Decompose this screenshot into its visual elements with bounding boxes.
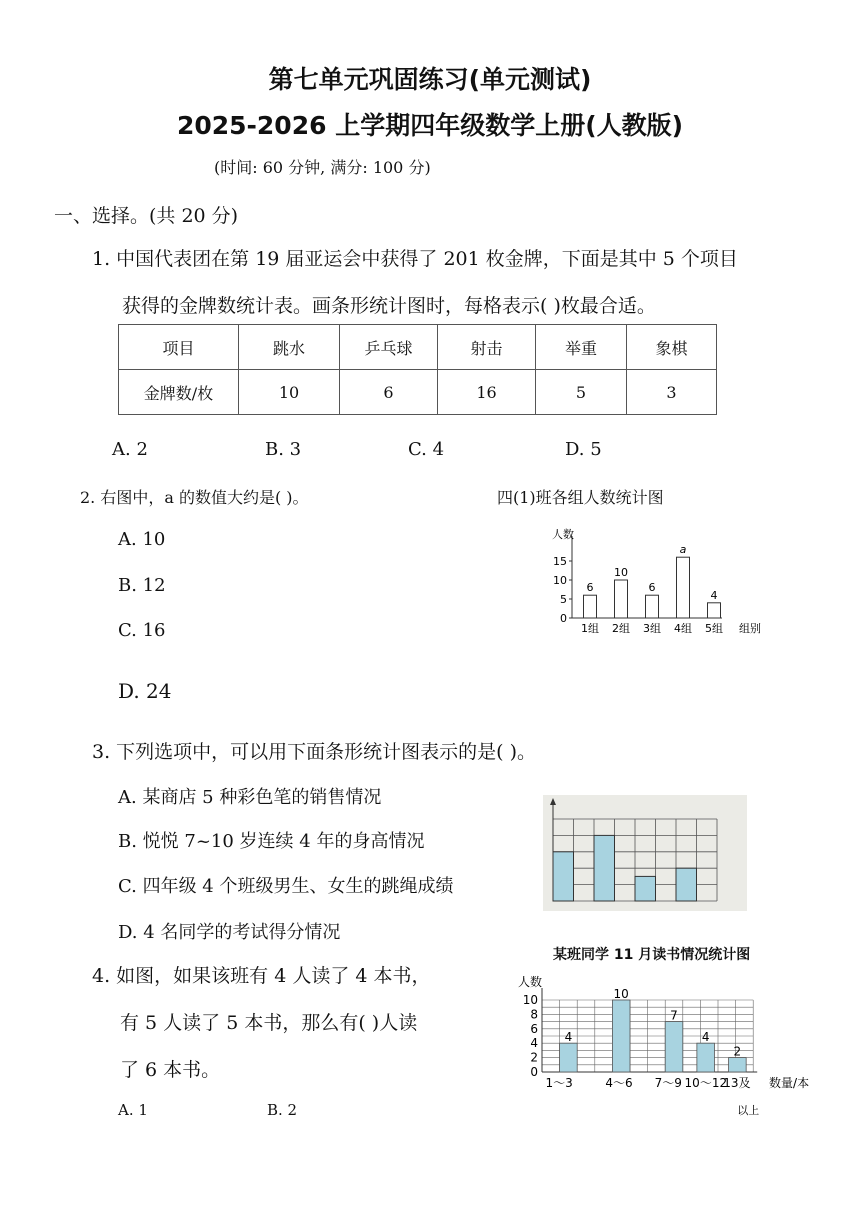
x-tick-label: 1～3	[545, 1076, 573, 1090]
x-tick-label: 10～12	[684, 1076, 728, 1090]
q2-figure-title: 四(1)班各组人数统计图	[497, 488, 664, 507]
x-tick-label: 4组	[674, 622, 692, 635]
table-cell: 项目	[119, 325, 239, 370]
data-label: 4	[564, 1030, 573, 1045]
y-tick-label: 10	[522, 993, 538, 1007]
y-axis-label: 人数	[518, 975, 543, 989]
q2-option-a[interactable]: A. 10	[118, 529, 166, 550]
q3-option-d[interactable]: D. 4 名同学的考试得分情况	[118, 922, 341, 943]
bar	[729, 1058, 747, 1072]
q3-bar-chart	[543, 795, 747, 911]
q2-bar-chart	[540, 528, 760, 644]
data-label: 2	[733, 1044, 742, 1059]
q1-option-a[interactable]: A. 2	[112, 439, 148, 460]
x-tick-label: 4～6	[605, 1076, 633, 1090]
x-tick-label: 5组	[705, 622, 723, 635]
y-tick-label: 4	[530, 1036, 538, 1051]
bar	[676, 868, 697, 901]
page-subtitle-title: 2025-2026 上学期四年级数学上册(人教版)	[176, 111, 684, 140]
x-axis-label: 组别	[739, 622, 761, 635]
q4-option-a[interactable]: A. 1	[118, 1101, 148, 1119]
table-row	[119, 370, 717, 415]
q1-option-c[interactable]: C. 4	[408, 439, 445, 460]
q4-stem-line3: 了 6 本书。	[120, 1059, 221, 1081]
page-title: 第七单元巩固练习(单元测试)	[268, 65, 592, 94]
q1-option-b[interactable]: B. 3	[265, 439, 302, 460]
bar	[560, 1043, 578, 1072]
x-tick-label: 3组	[643, 622, 661, 635]
table-cell: 金牌数/枚	[119, 370, 239, 415]
y-tick-label: 0	[530, 1065, 538, 1079]
table-cell: 乒乓球	[340, 325, 438, 370]
q1-table	[118, 324, 717, 415]
q4-stem-line2: 有 5 人读了 5 本书，那么有( )人读	[120, 1012, 418, 1034]
bar	[615, 580, 628, 618]
table-cell: 象棋	[627, 325, 717, 370]
q4-bar-chart	[512, 968, 810, 1120]
table-cell: 跳水	[239, 325, 340, 370]
y-tick-label: 2	[530, 1050, 538, 1065]
table-cell: 6	[340, 370, 438, 415]
data-label: 6	[586, 581, 594, 595]
table-row	[119, 325, 717, 370]
section-heading: 一、选择。(共 20 分)	[54, 205, 239, 227]
q1-option-d[interactable]: D. 5	[565, 439, 602, 460]
q2-option-d[interactable]: D. 24	[118, 679, 172, 703]
data-label: 7	[670, 1008, 678, 1023]
bar	[635, 876, 656, 901]
y-tick-label: 6	[530, 1021, 538, 1036]
time-score-info: (时间: 60 分钟, 满分: 100 分)	[214, 158, 431, 177]
q1-stem-line1: 1. 中国代表团在第 19 届亚运会中获得了 201 枚金牌，下面是其中 5 个项目	[92, 248, 738, 270]
y-tick-label: 8	[530, 1007, 538, 1022]
bar	[553, 852, 574, 901]
x-axis-label: 数量/本	[769, 1076, 810, 1090]
bar	[646, 595, 659, 618]
x-tick-label: 以上	[737, 1104, 760, 1117]
q4-figure-title: 某班同学 11 月读书情况统计图	[553, 947, 751, 963]
bar	[677, 557, 690, 618]
q4-stem-line1: 4. 如图，如果该班有 4 人读了 4 本书，	[92, 965, 431, 987]
y-tick-label: 10	[553, 574, 567, 587]
table-cell: 5	[536, 370, 627, 415]
q2-stem: 2. 右图中，a 的数值大约是( )。	[80, 488, 309, 507]
data-label: 4	[710, 588, 718, 602]
data-label: 10	[614, 566, 628, 579]
q3-option-b[interactable]: B. 悦悦 7~10 岁连续 4 年的身高情况	[118, 831, 425, 852]
table-cell: 10	[239, 370, 340, 415]
x-tick-label: 13及	[723, 1076, 751, 1090]
bar	[594, 835, 615, 901]
data-label: 4	[701, 1030, 710, 1045]
bar	[584, 595, 597, 618]
y-tick-label: 0	[560, 612, 567, 625]
bar	[665, 1022, 683, 1072]
q1-stem-line2: 获得的金牌数统计表。画条形统计图时，每格表示( )枚最合适。	[122, 295, 656, 317]
bar	[697, 1043, 715, 1072]
q4-option-b[interactable]: B. 2	[267, 1101, 298, 1119]
data-label: 10	[613, 987, 629, 1001]
q3-option-c[interactable]: C. 四年级 4 个班级男生、女生的跳绳成绩	[118, 876, 454, 897]
table-cell: 射击	[438, 325, 536, 370]
q2-option-b[interactable]: B. 12	[118, 575, 166, 596]
data-label: a	[679, 543, 687, 557]
x-tick-label: 7～9	[654, 1076, 682, 1090]
q2-option-c[interactable]: C. 16	[118, 620, 166, 641]
y-tick-label: 15	[553, 555, 567, 568]
table-cell: 3	[627, 370, 717, 415]
table-cell: 16	[438, 370, 536, 415]
table-cell: 举重	[536, 325, 627, 370]
x-tick-label: 2组	[612, 622, 630, 635]
q3-option-a[interactable]: A. 某商店 5 种彩色笔的销售情况	[118, 787, 382, 808]
y-tick-label: 5	[560, 593, 567, 606]
data-label: 6	[648, 581, 656, 595]
q3-stem: 3. 下列选项中，可以用下面条形统计图表示的是( )。	[92, 741, 537, 763]
x-tick-label: 1组	[581, 622, 599, 635]
bar	[708, 603, 721, 618]
y-axis-label: 人数	[552, 528, 574, 541]
bar	[612, 1000, 630, 1072]
